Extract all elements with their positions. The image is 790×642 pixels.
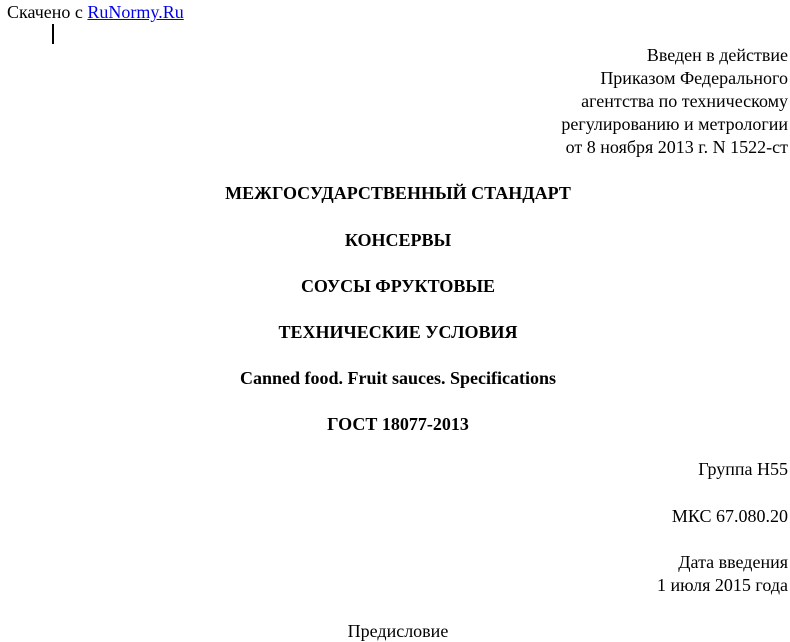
date-value: 1 июля 2015 года bbox=[657, 575, 788, 595]
intro-line: Приказом Федерального bbox=[600, 68, 788, 88]
title-line-3: ТЕХНИЧЕСКИЕ УСЛОВИЯ bbox=[278, 322, 518, 342]
date-label: Дата введения bbox=[678, 552, 788, 572]
title-english: Canned food. Fruit sauces. Specifications bbox=[239, 368, 556, 388]
intro-block bbox=[448, 44, 788, 159]
preface-heading: Предисловие bbox=[347, 621, 449, 641]
group-label: Группа Н55 bbox=[698, 459, 788, 479]
intro-line: Введен в действие bbox=[646, 45, 788, 65]
source-prefix: Скачено с bbox=[7, 2, 88, 22]
standard-type: МЕЖГОСУДАРСТВЕННЫЙ СТАНДАРТ bbox=[225, 183, 571, 203]
title-line-1: КОНСЕРВЫ bbox=[344, 230, 452, 250]
source-line bbox=[7, 2, 184, 22]
standard-code: ГОСТ 18077-2013 bbox=[327, 414, 469, 434]
intro-line: агентства по техническому bbox=[581, 91, 788, 111]
text-cursor bbox=[52, 24, 54, 44]
title-line-2: СОУСЫ ФРУКТОВЫЕ bbox=[300, 276, 496, 296]
mks-label: МКС 67.080.20 bbox=[671, 506, 788, 526]
intro-line: от 8 ноября 2013 г. N 1522-ст bbox=[565, 137, 788, 157]
source-link[interactable]: RuNormy.Ru bbox=[87, 2, 184, 22]
intro-line: регулированию и метрологии bbox=[561, 114, 788, 134]
